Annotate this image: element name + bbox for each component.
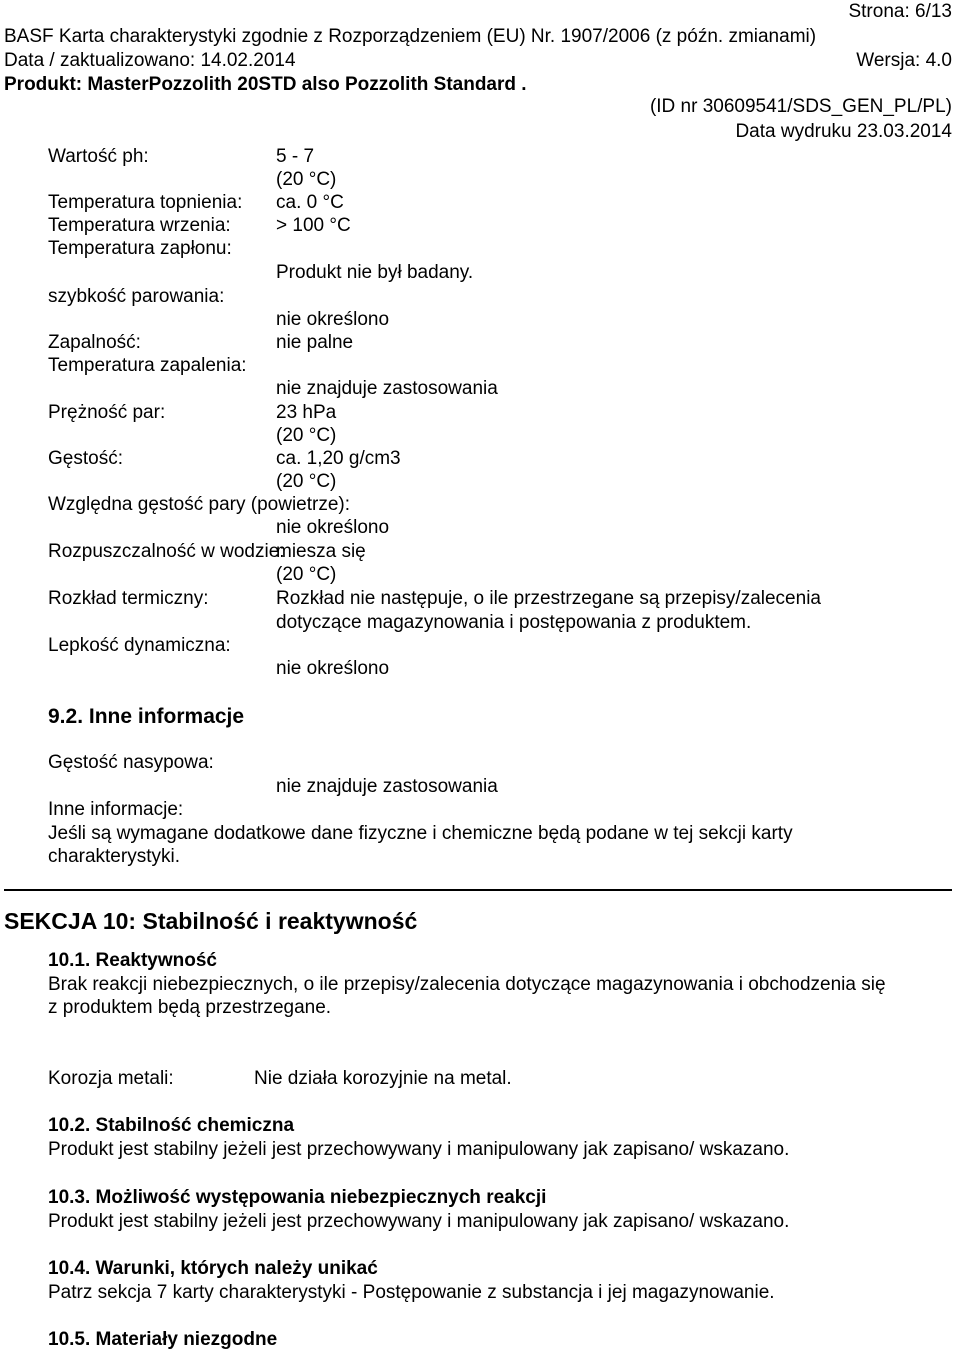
subsection-text: Produkt jest stabilny jeżeli jest przechowywany i manipulowany jak zapisano/ wskazano. — [48, 1139, 790, 1160]
property-label: Gęstość: — [48, 448, 123, 469]
other-info-label: Inne informacje: — [48, 799, 184, 820]
document-title: BASF Karta charakterystyki zgodnie z Rozporządzeniem (EU) Nr. 1907/2006 (z późn. zmianami) — [4, 26, 817, 47]
property-value: (20 °C) — [276, 169, 337, 190]
subsection-heading: 10.5. Materiały niezgodne — [48, 1329, 278, 1350]
property-label: Zapalność: — [48, 332, 141, 353]
property-value: 5 - 7 — [276, 146, 315, 167]
property-value: (20 °C) — [276, 564, 337, 585]
property-label: szybkość parowania: — [48, 286, 225, 307]
bulk-density-value: nie znajduje zastosowania — [276, 776, 498, 797]
subsection-heading: 10.2. Stabilność chemiczna — [48, 1115, 295, 1136]
property-label: Rozpuszczalność w wodzie: — [48, 541, 285, 562]
property-label: Wartość ph: — [48, 146, 149, 167]
property-value: > 100 °C — [276, 215, 351, 236]
property-value: (20 °C) — [276, 425, 337, 446]
subsection-text: z produktem będą przestrzegane. — [48, 997, 332, 1018]
section-divider — [4, 889, 952, 891]
property-label: Prężność par: — [48, 402, 166, 423]
update-date: Data / zaktualizowano: 14.02.2014 — [4, 50, 296, 71]
property-label: Rozkład termiczny: — [48, 588, 209, 609]
product-label: Produkt: — [4, 74, 83, 95]
other-info-text: charakterystyki. — [48, 846, 180, 867]
property-value: nie określono — [276, 658, 390, 679]
subsection-text: Brak reakcji niebezpiecznych, o ile przepisy/zalecenia dotyczące magazynowania i obchodzenia się — [48, 974, 886, 995]
property-value: Produkt nie był badany. — [276, 262, 474, 283]
product-name: MasterPozzolith 20STD also Pozzolith Standard . — [87, 74, 527, 95]
page-number: Strona: 6/13 — [848, 1, 952, 22]
print-date: Data wydruku 23.03.2014 — [735, 121, 952, 142]
property-value: ca. 1,20 g/cm3 — [276, 448, 401, 469]
corrosion-value: Nie działa korozyjnie na metal. — [254, 1068, 512, 1089]
property-label: Temperatura wrzenia: — [48, 215, 231, 236]
property-value: miesza się — [276, 541, 366, 562]
property-value: dotyczące magazynowania i postępowania z produktem. — [276, 612, 752, 633]
property-label: Temperatura zapalenia: — [48, 355, 247, 376]
property-label: Temperatura topnienia: — [48, 192, 243, 213]
property-value: Rozkład nie następuje, o ile przestrzegane są przepisy/zalecenia — [276, 588, 821, 609]
version: Wersja: 4.0 — [856, 50, 952, 71]
subsection-heading: 10.4. Warunki, których należy unikać — [48, 1258, 378, 1279]
property-value: ca. 0 °C — [276, 192, 344, 213]
subsection-text: Produkt jest stabilny jeżeli jest przechowywany i manipulowany jak zapisano/ wskazano. — [48, 1211, 790, 1232]
subsection-heading: 10.3. Możliwość występowania niebezpiecznych reakcji — [48, 1187, 547, 1208]
subsection-text: Patrz sekcja 7 karty charakterystyki - Postępowanie z substancja i jej magazynowanie. — [48, 1282, 775, 1303]
property-label: Lepkość dynamiczna: — [48, 635, 231, 656]
product-line — [4, 75, 527, 94]
section-9-2-heading: 9.2. Inne informacje — [48, 705, 245, 728]
property-value: nie znajduje zastosowania — [276, 378, 498, 399]
property-value: nie określono — [276, 309, 390, 330]
other-info-text: Jeśli są wymagane dodatkowe dane fizyczne i chemiczne będą podane w tej sekcji karty — [48, 823, 793, 844]
subsection-heading: 10.1. Reaktywność — [48, 950, 217, 971]
corrosion-label: Korozja metali: — [48, 1068, 174, 1089]
property-value: nie określono — [276, 517, 390, 538]
section-10-heading: SEKCJA 10: Stabilność i reaktywność — [4, 908, 418, 934]
property-label: Względna gęstość pary (powietrze): — [48, 494, 351, 515]
document-id: (ID nr 30609541/SDS_GEN_PL/PL) — [649, 96, 952, 117]
property-value: 23 hPa — [276, 402, 337, 423]
bulk-density-label: Gęstość nasypowa: — [48, 752, 214, 773]
property-label: Temperatura zapłonu: — [48, 238, 232, 259]
property-value: nie palne — [276, 332, 354, 353]
property-value: (20 °C) — [276, 471, 337, 492]
